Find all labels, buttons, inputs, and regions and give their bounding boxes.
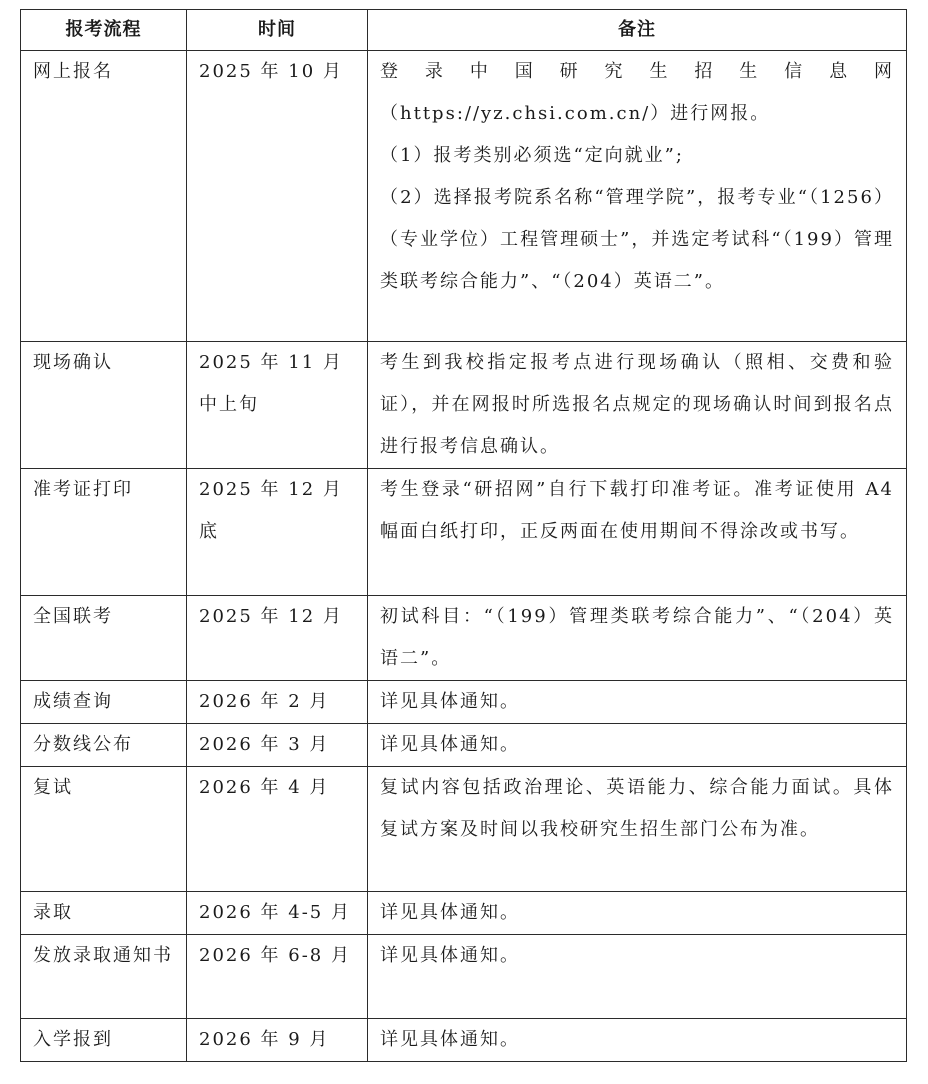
note-cell xyxy=(368,681,907,724)
note-cell xyxy=(368,724,907,767)
step-cell: 入学报到 xyxy=(21,1019,187,1062)
time-cell: 2026 年 2 月 xyxy=(187,681,368,724)
time-cell: 2026 年 3 月 xyxy=(187,724,368,767)
header-time: 时间 xyxy=(187,10,368,51)
step-cell: 全国联考 xyxy=(21,596,187,681)
note-cell xyxy=(368,935,907,1019)
note-line: 登录中国研究生招生信息网（https://yz.chsi.com.cn/）进行网报。 xyxy=(380,61,894,124)
step-cell: 成绩查询 xyxy=(21,681,187,724)
header-step: 报考流程 xyxy=(21,10,187,51)
time-cell: 2025 年 12 月 xyxy=(187,596,368,681)
time-cell: 2026 年 6-8 月 xyxy=(187,935,368,1019)
table-row xyxy=(21,767,907,892)
table-row xyxy=(21,342,907,469)
note-cell xyxy=(368,469,907,596)
time-cell: 2026 年 4-5 月 xyxy=(187,892,368,935)
note-line: 详见具体通知。 xyxy=(380,691,520,712)
note-line: 复试内容包括政治理论、英语能力、综合能力面试。具体复试方案及时间以我校研究生招生部门公布为准。 xyxy=(380,777,894,840)
note-cell xyxy=(368,892,907,935)
note-line: 详见具体通知。 xyxy=(380,1029,520,1050)
table-row xyxy=(21,51,907,342)
note-line: 详见具体通知。 xyxy=(380,734,520,755)
step-cell: 复试 xyxy=(21,767,187,892)
note-cell xyxy=(368,1019,907,1062)
time-cell: 2026 年 9 月 xyxy=(187,1019,368,1062)
note-line: （2）选择报考院系名称“管理学院”，报考专业“（1256）（专业学位）工程管理硕士”，并选定考试科“（199）管理类联考综合能力”、“（204）英语二”。 xyxy=(380,187,894,292)
step-cell: 分数线公布 xyxy=(21,724,187,767)
note-cell xyxy=(368,767,907,892)
header-note: 备注 xyxy=(368,10,907,51)
note-line: 考生到我校指定报考点进行现场确认（照相、交费和验证），并在网报时所选报名点规定的现场确认时间到报名点进行报考信息确认。 xyxy=(380,352,894,457)
time-cell: 2025 年 11 月中上旬 xyxy=(187,342,368,469)
step-cell: 现场确认 xyxy=(21,342,187,469)
time-cell: 2025 年 12 月底 xyxy=(187,469,368,596)
table-header-row xyxy=(21,10,907,51)
table-row xyxy=(21,724,907,767)
step-cell: 录取 xyxy=(21,892,187,935)
table-row xyxy=(21,681,907,724)
table-row xyxy=(21,596,907,681)
note-cell xyxy=(368,51,907,342)
table-row xyxy=(21,469,907,596)
step-cell: 准考证打印 xyxy=(21,469,187,596)
step-cell: 发放录取通知书 xyxy=(21,935,187,1019)
table-row xyxy=(21,1019,907,1062)
table-row xyxy=(21,935,907,1019)
note-line: 详见具体通知。 xyxy=(380,945,520,966)
note-cell xyxy=(368,596,907,681)
note-line: （1）报考类别必须选“定向就业”; xyxy=(380,145,684,166)
admission-schedule-table xyxy=(20,9,907,1062)
note-line: 考生登录“研招网”自行下载打印准考证。准考证使用 A4 幅面白纸打印，正反两面在使用期间不得涂改或书写。 xyxy=(380,479,894,542)
table-row xyxy=(21,892,907,935)
note-line: 详见具体通知。 xyxy=(380,902,520,923)
time-cell: 2026 年 4 月 xyxy=(187,767,368,892)
note-line: 初试科目：“（199）管理类联考综合能力”、“（204）英语二”。 xyxy=(380,606,894,669)
note-cell xyxy=(368,342,907,469)
time-cell: 2025 年 10 月 xyxy=(187,51,368,342)
step-cell: 网上报名 xyxy=(21,51,187,342)
